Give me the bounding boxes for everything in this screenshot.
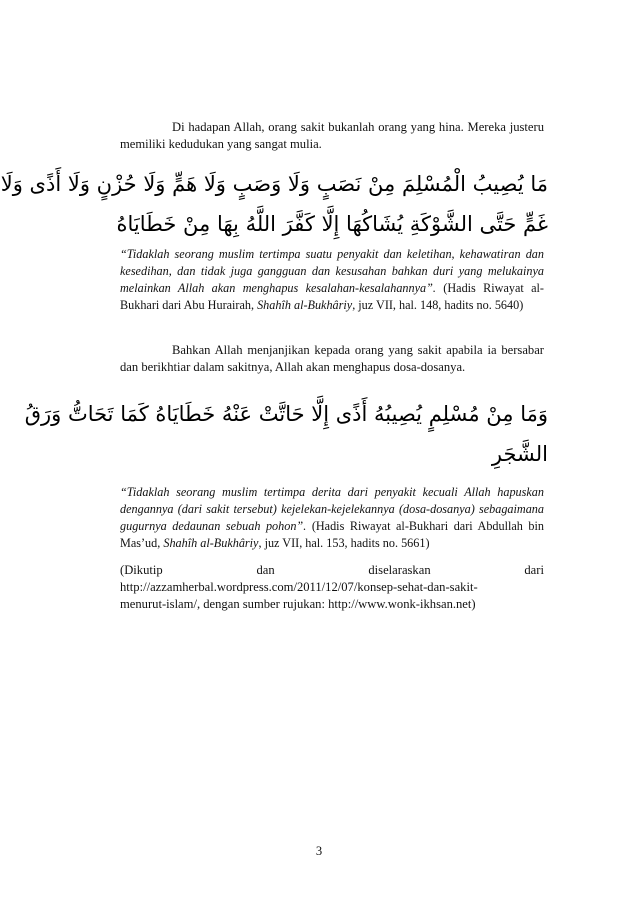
citation-word-dari: dari [524,563,544,577]
hadith-2-source-prefix: (Hadis Riwayat al-Bukhari dari Abdullah bin Mas’ud, [120,519,544,550]
citation-word-dikutip: (Dikutip [120,563,163,577]
hadith-1-source-suffix: , juz VII, hal. 148, hadits no. 5640) [352,298,524,312]
hadith-1-arabic-line-2: غَمٍّ حَتَّى الشَّوْكَةِ يُشَاكُهَا إِلَّا كَفَّرَ اللَّهُ بِهَا مِنْ خَطَايَاهُ [116,212,548,236]
second-paragraph: Bahkan Allah menjanjikan kepada orang yang sakit apabila ia bersabar dan berikhtiar dalam sakitnya, Allah akan menghapus dosa-dosanya. [120,343,544,374]
hadith-2-translation-text: “Tidaklah seorang muslim tertimpa derita dari penyakit kecuali Allah hapuskan dengannya (dari sakit tersebut) kejelekan-kejelekannya (dosa-dosanya) sebagaimana gugurnya dedaunan sebuah pohon”. [120,485,544,533]
page-number: 3 [315,844,323,858]
hadith-2-source-suffix: , juz VII, hal. 153, hadits no. 5661) [258,536,430,550]
citation-word-dan: dan [256,563,275,577]
hadith-1-translation [120,246,544,314]
citation-line-1 [120,562,544,579]
hadith-2-translation [120,484,544,552]
hadith-2-source-book: Shahîh al-Bukhâriy [163,536,259,550]
hadith-1-arabic-line-1: مَا يُصِيبُ الْمُسْلِمَ مِنْ نَصَبٍ وَلَا وَصَبٍ وَلَا هَمٍّ وَلَا حُزْنٍ وَلَا أَذًى وَلَا [0,172,548,196]
hadith-2-arabic [24,395,548,473]
citation-url-line: http://azzamherbal.wordpress.com/2011/12/07/konsep-sehat-dan-sakit- [120,580,478,594]
hadith-1-translation-text: “Tidaklah seorang muslim tertimpa suatu penyakit dan keletihan, kehawatiran dan kesedihan, dan tidak juga gangguan dan kesusahan bahkan duri yang melukainya melainkan Allah akan menghapus kesalahan-kesalahannya”. [120,247,544,295]
hadith-2-arabic-line-1: وَمَا مِنْ مُسْلِمٍ يُصِيبُهُ أَذًى إِلَّا حَاتَّتْ عَنْهُ خَطَايَاهُ كَمَا تَحَاتُّ وَرَقُ [24,402,548,426]
citation-source-line: menurut-islam/, dengan sumber rujukan: http://www.wonk-ikhsan.net) [120,597,476,611]
hadith-1-source-book: Shahîh al-Bukhâriy [257,298,353,312]
hadith-2-arabic-line-2: الشَّجَرِ [491,442,548,466]
intro-paragraph: Di hadapan Allah, orang sakit bukanlah orang yang hina. Mereka justeru memiliki kedudukan yang sangat mulia. [120,120,544,151]
hadith-1-source-prefix: (Hadis Riwayat al-Bukhari dari Abu Hurairah, [120,281,544,312]
citation-word-diselaraskan: diselaraskan [368,563,431,577]
hadith-1-arabic [0,165,548,243]
citation [120,562,544,613]
